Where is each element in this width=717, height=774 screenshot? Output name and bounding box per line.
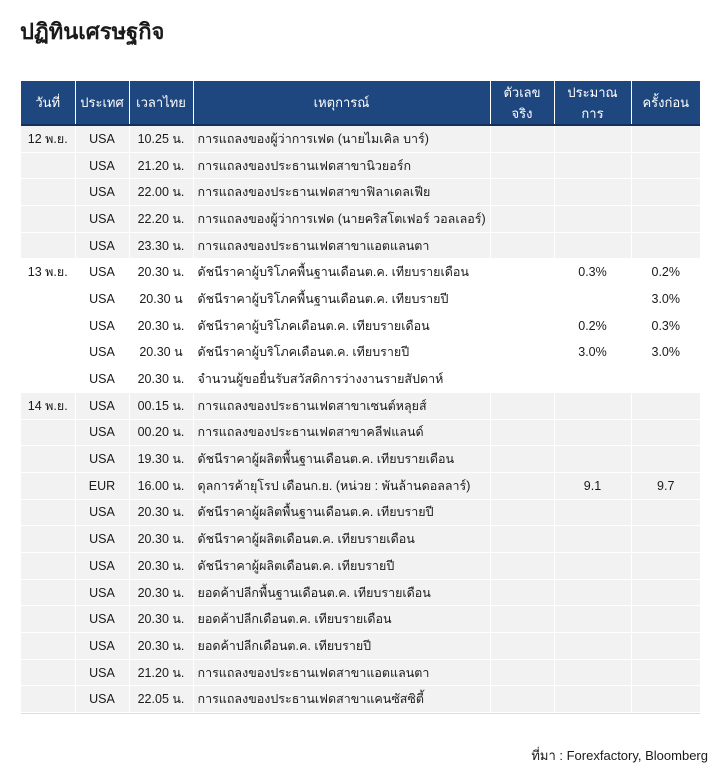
cell-previous xyxy=(631,446,700,473)
cell-actual xyxy=(490,659,554,686)
cell-time: 20.30 น. xyxy=(129,553,193,580)
cell-event: ดัชนีราคาผู้ผลิตพื้นฐานเดือนต.ค. เทียบรายเดือน xyxy=(193,446,490,473)
cell-previous xyxy=(631,579,700,606)
cell-country: USA xyxy=(75,339,129,366)
cell-country: USA xyxy=(75,606,129,633)
cell-forecast xyxy=(554,419,631,446)
cell-forecast xyxy=(554,446,631,473)
cell-date xyxy=(21,446,75,473)
cell-date xyxy=(21,579,75,606)
cell-actual xyxy=(490,125,554,152)
cell-previous xyxy=(631,499,700,526)
cell-previous: 0.2% xyxy=(631,259,700,286)
cell-country: EUR xyxy=(75,472,129,499)
cell-actual xyxy=(490,339,554,366)
table-row xyxy=(21,206,700,233)
cell-event: ดัชนีราคาผู้ผลิตเดือนต.ค. เทียบรายปี xyxy=(193,553,490,580)
header-previous: ครั้งก่อน xyxy=(631,81,700,125)
cell-forecast xyxy=(554,286,631,313)
cell-forecast xyxy=(554,392,631,419)
table-row xyxy=(21,633,700,660)
cell-event: ยอดค้าปลีกเดือนต.ค. เทียบรายเดือน xyxy=(193,606,490,633)
cell-previous xyxy=(631,606,700,633)
cell-time: 20.30 น. xyxy=(129,526,193,553)
cell-country: USA xyxy=(75,553,129,580)
header-date: วันที่ xyxy=(21,81,75,125)
source-note: ที่มา : Forexfactory, Bloomberg xyxy=(531,748,708,763)
cell-time: 16.00 น. xyxy=(129,472,193,499)
cell-actual xyxy=(490,472,554,499)
cell-event: ยอดค้าปลีกเดือนต.ค. เทียบรายปี xyxy=(193,633,490,660)
cell-event: ดัชนีราคาผู้บริโภคเดือนต.ค. เทียบรายเดือน xyxy=(193,312,490,339)
cell-previous xyxy=(631,633,700,660)
cell-date xyxy=(21,499,75,526)
cell-actual xyxy=(490,606,554,633)
table-row xyxy=(21,472,700,499)
header-event: เหตุการณ์ xyxy=(193,81,490,125)
cell-forecast: 0.3% xyxy=(554,259,631,286)
cell-country: USA xyxy=(75,499,129,526)
cell-previous xyxy=(631,232,700,259)
cell-event: ดัชนีราคาผู้บริโภคพื้นฐานเดือนต.ค. เทียบรายปี xyxy=(193,286,490,313)
cell-country: USA xyxy=(75,579,129,606)
header-forecast: ประมาณการ xyxy=(554,81,631,125)
table-header-row xyxy=(21,81,700,125)
cell-time: 20.30 น. xyxy=(129,606,193,633)
cell-forecast xyxy=(554,553,631,580)
cell-country: USA xyxy=(75,366,129,393)
cell-country: USA xyxy=(75,419,129,446)
table-row xyxy=(21,499,700,526)
cell-event: ดัชนีราคาผู้ผลิตพื้นฐานเดือนต.ค. เทียบรายปี xyxy=(193,499,490,526)
cell-date xyxy=(21,606,75,633)
cell-actual xyxy=(490,152,554,179)
cell-date xyxy=(21,312,75,339)
cell-country: USA xyxy=(75,259,129,286)
cell-event: การแถลงของประธานเฟดสาขาฟิลาเดลเฟีย xyxy=(193,179,490,206)
header-time: เวลาไทย xyxy=(129,81,193,125)
header-actual: ตัวเลขจริง xyxy=(490,81,554,125)
economic-calendar-table xyxy=(21,81,700,713)
cell-country: USA xyxy=(75,659,129,686)
cell-previous xyxy=(631,179,700,206)
cell-date xyxy=(21,286,75,313)
cell-date xyxy=(21,686,75,713)
table-row xyxy=(21,232,700,259)
cell-country: USA xyxy=(75,152,129,179)
cell-forecast xyxy=(554,206,631,233)
cell-event: จำนวนผู้ขอยื่นรับสวัสดิการว่างงานรายสัปดาห์ xyxy=(193,366,490,393)
cell-date: 14 พ.ย. xyxy=(21,392,75,419)
cell-previous xyxy=(631,526,700,553)
table-row xyxy=(21,392,700,419)
cell-time: 20.30 น. xyxy=(129,579,193,606)
cell-date xyxy=(21,366,75,393)
cell-time: 10.25 น. xyxy=(129,125,193,152)
cell-country: USA xyxy=(75,286,129,313)
cell-forecast: 0.2% xyxy=(554,312,631,339)
table-row xyxy=(21,526,700,553)
table-body xyxy=(21,125,700,713)
cell-country: USA xyxy=(75,232,129,259)
cell-forecast xyxy=(554,526,631,553)
cell-forecast xyxy=(554,179,631,206)
cell-date xyxy=(21,659,75,686)
cell-forecast xyxy=(554,659,631,686)
cell-actual xyxy=(490,633,554,660)
cell-event: การแถลงของผู้ว่าการเฟด (นายไมเคิล บาร์) xyxy=(193,125,490,152)
cell-previous xyxy=(631,392,700,419)
cell-date xyxy=(21,526,75,553)
table-row xyxy=(21,179,700,206)
cell-previous xyxy=(631,152,700,179)
table-row xyxy=(21,312,700,339)
cell-time: 19.30 น. xyxy=(129,446,193,473)
cell-previous xyxy=(631,366,700,393)
cell-time: 20.30 น. xyxy=(129,499,193,526)
table-row xyxy=(21,606,700,633)
cell-actual xyxy=(490,579,554,606)
cell-event: ยอดค้าปลีกพื้นฐานเดือนต.ค. เทียบรายเดือน xyxy=(193,579,490,606)
cell-forecast xyxy=(554,366,631,393)
cell-date: 12 พ.ย. xyxy=(21,125,75,152)
cell-forecast xyxy=(554,499,631,526)
cell-previous: 0.3% xyxy=(631,312,700,339)
table-row xyxy=(21,366,700,393)
cell-date xyxy=(21,339,75,366)
table-row xyxy=(21,686,700,713)
cell-event: การแถลงของผู้ว่าการเฟด (นายคริสโตเฟอร์ วอลเลอร์) xyxy=(193,206,490,233)
cell-event: ดัชนีราคาผู้ผลิตเดือนต.ค. เทียบรายเดือน xyxy=(193,526,490,553)
cell-event: ดัชนีราคาผู้บริโภคเดือนต.ค. เทียบรายปี xyxy=(193,339,490,366)
cell-date xyxy=(21,152,75,179)
cell-previous xyxy=(631,206,700,233)
table-row xyxy=(21,125,700,152)
cell-time: 21.20 น. xyxy=(129,152,193,179)
header-country: ประเทศ xyxy=(75,81,129,125)
cell-country: USA xyxy=(75,206,129,233)
cell-actual xyxy=(490,366,554,393)
table-row xyxy=(21,259,700,286)
cell-actual xyxy=(490,446,554,473)
cell-time: 20.30 น xyxy=(129,286,193,313)
cell-actual xyxy=(490,179,554,206)
table-row xyxy=(21,339,700,366)
cell-date xyxy=(21,232,75,259)
cell-forecast xyxy=(554,686,631,713)
cell-time: 22.00 น. xyxy=(129,179,193,206)
cell-time: 22.05 น. xyxy=(129,686,193,713)
cell-previous xyxy=(631,659,700,686)
cell-date xyxy=(21,472,75,499)
cell-actual xyxy=(490,312,554,339)
cell-date xyxy=(21,206,75,233)
cell-time: 00.15 น. xyxy=(129,392,193,419)
cell-forecast xyxy=(554,125,631,152)
cell-time: 20.30 น. xyxy=(129,312,193,339)
cell-forecast xyxy=(554,232,631,259)
cell-country: USA xyxy=(75,686,129,713)
cell-actual xyxy=(490,392,554,419)
cell-time: 20.30 น xyxy=(129,339,193,366)
table-row xyxy=(21,553,700,580)
cell-previous: 3.0% xyxy=(631,286,700,313)
cell-previous xyxy=(631,419,700,446)
cell-previous: 3.0% xyxy=(631,339,700,366)
cell-date xyxy=(21,419,75,446)
cell-actual xyxy=(490,206,554,233)
cell-event: การแถลงของประธานเฟดสาขาแอตแลนตา xyxy=(193,232,490,259)
cell-event: การแถลงของประธานเฟดสาขาแอตแลนตา xyxy=(193,659,490,686)
page-title: ปฏิทินเศรษฐกิจ xyxy=(20,19,165,44)
cell-actual xyxy=(490,419,554,446)
cell-actual xyxy=(490,499,554,526)
cell-country: USA xyxy=(75,526,129,553)
cell-country: USA xyxy=(75,312,129,339)
table-row xyxy=(21,152,700,179)
cell-forecast: 3.0% xyxy=(554,339,631,366)
table-row xyxy=(21,579,700,606)
cell-previous xyxy=(631,553,700,580)
cell-date: 13 พ.ย. xyxy=(21,259,75,286)
cell-date xyxy=(21,179,75,206)
cell-forecast xyxy=(554,633,631,660)
cell-country: USA xyxy=(75,179,129,206)
cell-forecast: 9.1 xyxy=(554,472,631,499)
cell-actual xyxy=(490,286,554,313)
cell-event: การแถลงของประธานเฟดสาขาเซนต์หลุยส์ xyxy=(193,392,490,419)
table-row xyxy=(21,419,700,446)
cell-time: 20.30 น. xyxy=(129,259,193,286)
cell-actual xyxy=(490,232,554,259)
cell-time: 21.20 น. xyxy=(129,659,193,686)
cell-forecast xyxy=(554,579,631,606)
cell-date xyxy=(21,633,75,660)
cell-country: USA xyxy=(75,446,129,473)
cell-time: 00.20 น. xyxy=(129,419,193,446)
cell-date xyxy=(21,553,75,580)
table-row xyxy=(21,659,700,686)
cell-event: ดัชนีราคาผู้บริโภคพื้นฐานเดือนต.ค. เทียบรายเดือน xyxy=(193,259,490,286)
cell-event: การแถลงของประธานเฟดสาขานิวยอร์ก xyxy=(193,152,490,179)
cell-time: 20.30 น. xyxy=(129,633,193,660)
cell-forecast xyxy=(554,606,631,633)
cell-event: ดุลการค้ายุโรป เดือนก.ย. (หน่วย : พันล้านดอลลาร์) xyxy=(193,472,490,499)
cell-country: USA xyxy=(75,633,129,660)
cell-country: USA xyxy=(75,125,129,152)
cell-forecast xyxy=(554,152,631,179)
table-row xyxy=(21,286,700,313)
cell-previous xyxy=(631,125,700,152)
table-bottom-border xyxy=(21,713,700,714)
cell-previous: 9.7 xyxy=(631,472,700,499)
cell-time: 22.20 น. xyxy=(129,206,193,233)
cell-event: การแถลงของประธานเฟดสาขาคลีฟแลนด์ xyxy=(193,419,490,446)
cell-country: USA xyxy=(75,392,129,419)
cell-actual xyxy=(490,686,554,713)
cell-time: 23.30 น. xyxy=(129,232,193,259)
table-row xyxy=(21,446,700,473)
cell-actual xyxy=(490,553,554,580)
cell-previous xyxy=(631,686,700,713)
cell-actual xyxy=(490,259,554,286)
cell-time: 20.30 น. xyxy=(129,366,193,393)
cell-actual xyxy=(490,526,554,553)
cell-event: การแถลงของประธานเฟดสาขาแคนซัสซิตี้ xyxy=(193,686,490,713)
